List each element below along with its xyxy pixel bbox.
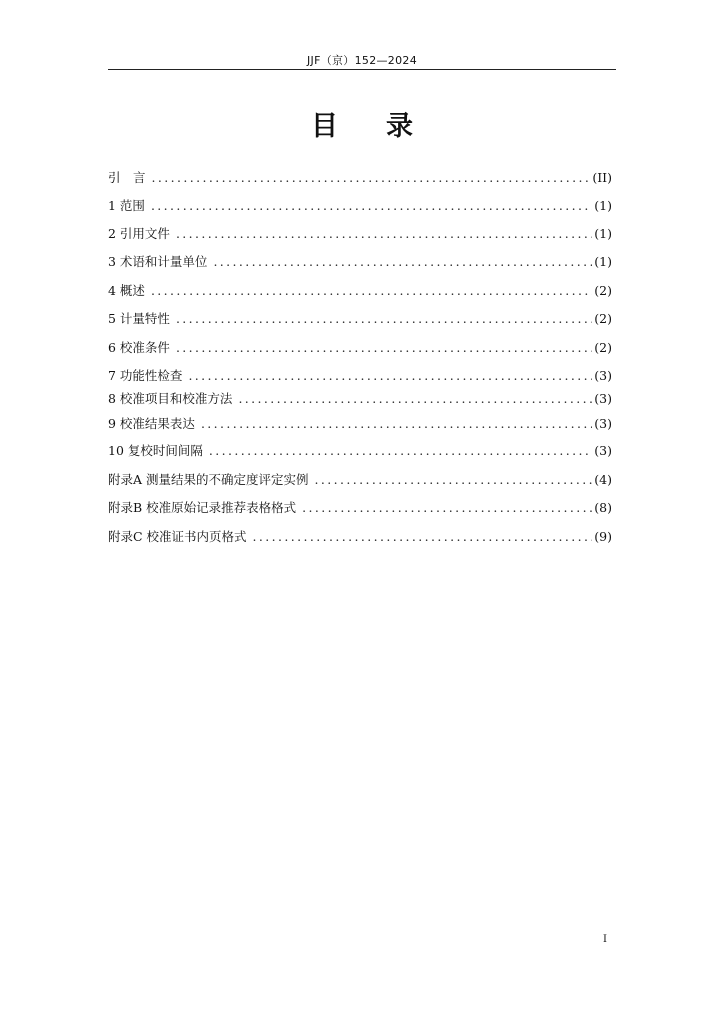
- toc-label: 9 校准结果表达: [108, 416, 195, 431]
- toc-label: 附录B 校准原始记录推荐表格格式: [108, 500, 297, 515]
- toc-label: 引 言: [108, 170, 146, 185]
- dot-leader: [152, 170, 591, 185]
- dot-leader: [238, 391, 592, 406]
- toc-page: (4): [594, 472, 612, 487]
- toc-page: (II): [592, 170, 612, 185]
- page-number: I: [603, 934, 607, 945]
- dot-leader: [209, 443, 592, 458]
- toc-label: 3 术语和计量单位: [108, 254, 208, 269]
- toc-label: 7 功能性检查: [108, 368, 183, 383]
- toc-entry-1[interactable]: [108, 196, 612, 214]
- dot-leader: [188, 368, 592, 383]
- toc-label: 8 校准项目和校准方法: [108, 391, 233, 406]
- dot-leader: [201, 416, 592, 431]
- running-header: JJF（京）152—2024: [306, 54, 417, 67]
- toc-entry-4[interactable]: [108, 281, 612, 299]
- dot-leader: [176, 226, 592, 241]
- dot-leader: [253, 529, 593, 544]
- dot-leader: [176, 311, 592, 326]
- toc-entry-8[interactable]: [108, 389, 612, 407]
- toc-page: (9): [594, 529, 612, 544]
- dot-leader: [315, 472, 593, 487]
- toc-label: 6 校准条件: [108, 340, 170, 355]
- header-rule: [108, 69, 616, 70]
- toc-page: (2): [594, 311, 612, 326]
- toc-page: (3): [594, 368, 612, 383]
- toc-page: (1): [594, 198, 612, 213]
- toc-label: 1 范围: [108, 198, 145, 213]
- toc-page: (8): [594, 500, 612, 515]
- toc-entry-6[interactable]: [108, 338, 612, 356]
- toc-page: (2): [594, 340, 612, 355]
- toc-page: (2): [594, 283, 612, 298]
- toc-entry-appendix-c[interactable]: [108, 527, 612, 545]
- toc-entry-3[interactable]: [108, 252, 612, 270]
- toc-page: (3): [594, 416, 612, 431]
- dot-leader: [176, 340, 592, 355]
- toc-label: 附录A 测量结果的不确定度评定实例: [108, 472, 309, 487]
- toc-entry-7[interactable]: [108, 366, 612, 384]
- dot-leader: [213, 254, 592, 269]
- toc-label: 10 复校时间间隔: [108, 443, 203, 458]
- toc-entry-2[interactable]: [108, 224, 612, 242]
- toc-label: 5 计量特性: [108, 311, 170, 326]
- toc-entry-5[interactable]: [108, 309, 612, 327]
- page-title: 目录: [311, 111, 461, 142]
- toc-entry-appendix-a[interactable]: [108, 470, 612, 488]
- toc-label: 4 概述: [108, 283, 145, 298]
- toc-page: (3): [594, 443, 612, 458]
- toc-entry-appendix-b[interactable]: [108, 498, 612, 516]
- toc-page: (3): [594, 391, 612, 406]
- toc-label: 2 引用文件: [108, 226, 170, 241]
- toc-entry-9[interactable]: [108, 414, 612, 432]
- toc-page: (1): [594, 254, 612, 269]
- dot-leader: [151, 198, 592, 213]
- toc-label: 附录C 校准证书内页格式: [108, 529, 247, 544]
- dot-leader: [302, 500, 592, 515]
- toc-page: (1): [594, 226, 612, 241]
- toc-entry-intro[interactable]: [108, 168, 612, 186]
- dot-leader: [151, 283, 592, 298]
- toc-entry-10[interactable]: [108, 441, 612, 459]
